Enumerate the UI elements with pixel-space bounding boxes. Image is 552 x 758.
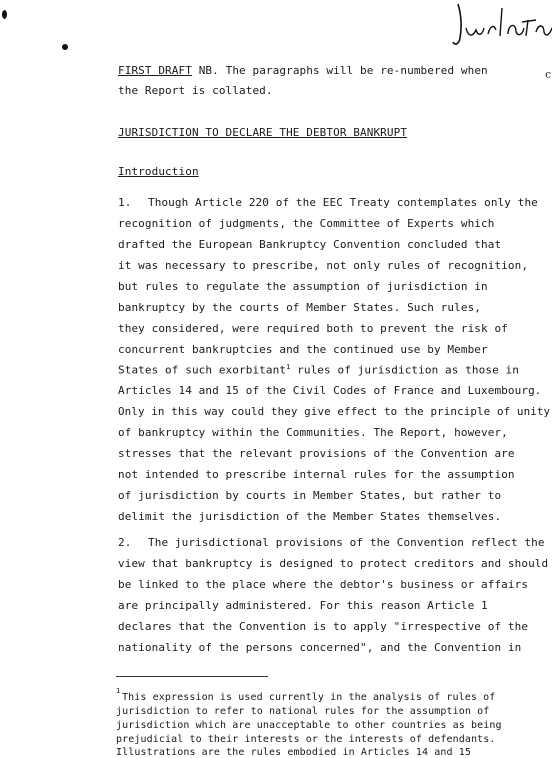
paragraph-number: 1. bbox=[118, 196, 132, 209]
draft-label: FIRST DRAFT bbox=[118, 64, 192, 77]
section-heading: Introduction bbox=[118, 165, 199, 178]
footnote-line: jurisdiction which are unacceptable to other countries as being bbox=[116, 720, 502, 731]
footnote-line: jurisdiction to refer to national rules for the assumption of bbox=[116, 706, 490, 717]
paragraph-line: bankruptcy by the courts of Member States. Such rules, bbox=[118, 301, 482, 314]
ink-blot bbox=[62, 44, 68, 50]
paragraph-line: not intended to prescribe internal rules for the assumption bbox=[118, 468, 515, 481]
edge-mark: c bbox=[545, 68, 552, 81]
paragraph-text: rules of jurisdiction as those in bbox=[297, 363, 519, 377]
draft-note-line bbox=[118, 64, 488, 77]
paragraph-line: view that bankruptcy is designed to protect creditors and should bbox=[118, 557, 549, 570]
footnote-line: prejudicial to their interests or the interests of defendants. bbox=[116, 734, 496, 745]
paragraph-line: of jurisdiction by courts in Member States, but rather to bbox=[118, 489, 502, 502]
footnote-number: 1 bbox=[116, 687, 121, 695]
paragraph-line: be linked to the place where the debtor's business or affairs bbox=[118, 578, 529, 591]
paragraph-number: 2. bbox=[118, 536, 132, 549]
paragraph-line: The jurisdictional provisions of the Convention reflect the bbox=[148, 536, 545, 549]
paragraph-line: Only in this way could they give effect to the principle of unity bbox=[118, 405, 551, 418]
paragraph-line: of bankruptcy within the Communities. The Report, however, bbox=[118, 426, 508, 439]
draft-note-text: The paragraphs will be re-numbered when bbox=[225, 64, 488, 77]
handwritten-annotation bbox=[452, 0, 552, 48]
ink-blot bbox=[2, 10, 7, 19]
paragraph-line: nationality of the persons concerned", and the Convention in bbox=[118, 641, 522, 654]
paragraph-line: Though Article 220 of the EEC Treaty contemplates only the bbox=[148, 196, 538, 209]
paragraph-line: recognition of judgments, the Committee of Experts which bbox=[118, 217, 495, 230]
paragraph-line: concurrent bankruptcies and the continued use by Member bbox=[118, 343, 488, 356]
paragraph-line: declares that the Convention is to apply "irrespective of the bbox=[118, 620, 529, 633]
paragraph-text: States of such exorbitant bbox=[118, 363, 287, 377]
paragraph-line: Articles 14 and 15 of the Civil Codes of France and Luxembourg. bbox=[118, 384, 542, 397]
footnote-line: Illustrations are the rules embodied in Articles 14 and 15 bbox=[116, 747, 471, 758]
paragraph-line: but rules to regulate the assumption of jurisdiction in bbox=[118, 280, 488, 293]
paragraph-line: stresses that the relevant provisions of the Convention are bbox=[118, 447, 515, 460]
document-title: JURISDICTION TO DECLARE THE DEBTOR BANKRUPT bbox=[118, 126, 408, 139]
footnote-ref[interactable]: 1 bbox=[286, 363, 291, 371]
paragraph-line: it was necessary to prescribe, not only rules of recognition, bbox=[118, 259, 529, 272]
paragraph-line: drafted the European Bankruptcy Convention concluded that bbox=[118, 238, 502, 251]
footnote-line: This expression is used currently in the analysis of rules of bbox=[122, 692, 496, 703]
paragraph-line: they considered, were required both to prevent the risk of bbox=[118, 322, 508, 335]
paragraph-line: delimit the jurisdiction of the Member States themselves. bbox=[118, 510, 502, 523]
paragraph-line: are principally administered. For this reason Article 1 bbox=[118, 599, 488, 612]
paragraph-line-with-footnote bbox=[118, 363, 519, 377]
draft-note-line-2: the Report is collated. bbox=[118, 84, 273, 97]
footnote-divider bbox=[116, 676, 268, 677]
nb-label: NB. bbox=[198, 64, 219, 77]
